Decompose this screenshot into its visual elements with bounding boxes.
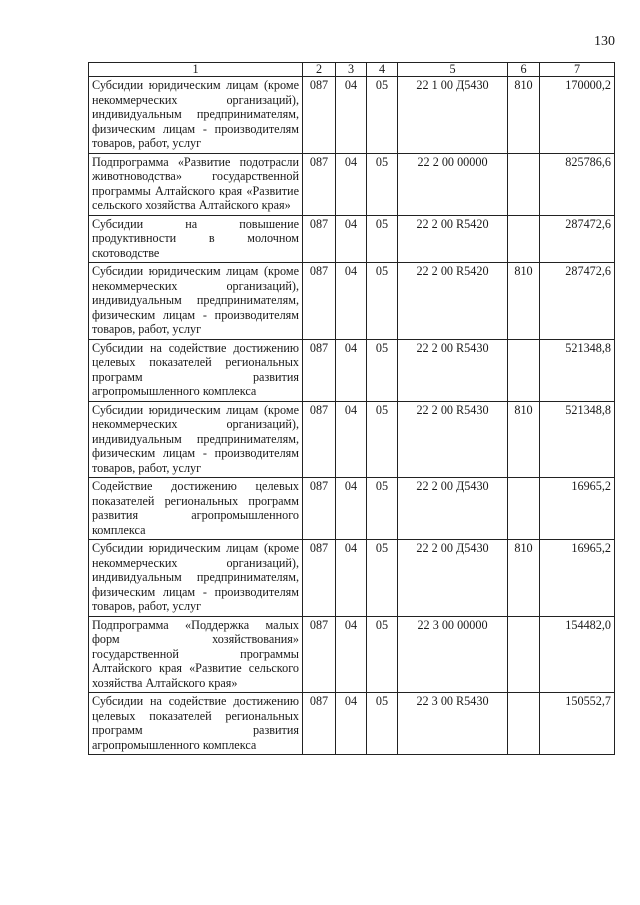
row-amount: 16965,2 xyxy=(540,540,615,617)
row-target: 22 2 00 R5420 xyxy=(398,215,508,263)
row-amount: 825786,6 xyxy=(540,153,615,215)
row-expense-type xyxy=(508,215,540,263)
row-target: 22 2 00 R5430 xyxy=(398,401,508,478)
row-ministry: 087 xyxy=(303,215,336,263)
row-name: Субсидии на содействие достижению целевых показателей региональных программ развития агропромышленного комплекса xyxy=(89,693,303,755)
row-amount: 287472,6 xyxy=(540,263,615,340)
table-row xyxy=(89,77,615,154)
row-subsection: 05 xyxy=(367,339,398,401)
row-amount: 521348,8 xyxy=(540,339,615,401)
row-subsection: 05 xyxy=(367,77,398,154)
row-section: 04 xyxy=(336,478,367,540)
row-expense-type xyxy=(508,693,540,755)
row-name: Содействие достижению целевых показателей региональных программ развития агропромышленного комплекса xyxy=(89,478,303,540)
row-expense-type xyxy=(508,616,540,693)
row-target: 22 2 00 R5420 xyxy=(398,263,508,340)
row-name: Субсидии юридическим лицам (кроме некоммерческих организаций), индивидуальным предпринимателям, физическим лицам - производителям товаров, работ, услуг xyxy=(89,77,303,154)
row-amount: 521348,8 xyxy=(540,401,615,478)
row-ministry: 087 xyxy=(303,77,336,154)
table-row xyxy=(89,153,615,215)
row-target: 22 2 00 Д5430 xyxy=(398,540,508,617)
column-header-3: 3 xyxy=(336,63,367,77)
row-subsection: 05 xyxy=(367,540,398,617)
column-header-4: 4 xyxy=(367,63,398,77)
row-expense-type: 810 xyxy=(508,401,540,478)
row-ministry: 087 xyxy=(303,401,336,478)
row-expense-type xyxy=(508,153,540,215)
row-subsection: 05 xyxy=(367,616,398,693)
row-name: Субсидии юридическим лицам (кроме некоммерческих организаций), индивидуальным предпринимателям, физическим лицам - производителям товаров, работ, услуг xyxy=(89,540,303,617)
row-subsection: 05 xyxy=(367,153,398,215)
page-number: 130 xyxy=(594,34,615,49)
row-section: 04 xyxy=(336,616,367,693)
row-target: 22 3 00 00000 xyxy=(398,616,508,693)
row-subsection: 05 xyxy=(367,693,398,755)
header-row xyxy=(89,63,615,77)
row-expense-type xyxy=(508,478,540,540)
row-name: Субсидии юридическим лицам (кроме некоммерческих организаций), индивидуальным предпринимателям, физическим лицам - производителям товаров, работ, услуг xyxy=(89,401,303,478)
row-subsection: 05 xyxy=(367,478,398,540)
table-row xyxy=(89,616,615,693)
row-subsection: 05 xyxy=(367,401,398,478)
table-row xyxy=(89,339,615,401)
row-section: 04 xyxy=(336,693,367,755)
row-section: 04 xyxy=(336,153,367,215)
row-amount: 150552,7 xyxy=(540,693,615,755)
row-amount: 16965,2 xyxy=(540,478,615,540)
column-header-1: 1 xyxy=(89,63,303,77)
table-row xyxy=(89,540,615,617)
row-expense-type: 810 xyxy=(508,263,540,340)
row-amount: 170000,2 xyxy=(540,77,615,154)
row-section: 04 xyxy=(336,339,367,401)
table-row xyxy=(89,478,615,540)
row-amount: 287472,6 xyxy=(540,215,615,263)
column-header-7: 7 xyxy=(540,63,615,77)
column-header-5: 5 xyxy=(398,63,508,77)
table-row xyxy=(89,215,615,263)
row-section: 04 xyxy=(336,77,367,154)
row-section: 04 xyxy=(336,263,367,340)
row-target: 22 2 00 R5430 xyxy=(398,339,508,401)
table-row xyxy=(89,263,615,340)
row-subsection: 05 xyxy=(367,215,398,263)
row-ministry: 087 xyxy=(303,693,336,755)
row-amount: 154482,0 xyxy=(540,616,615,693)
row-ministry: 087 xyxy=(303,616,336,693)
budget-table xyxy=(88,62,615,755)
row-section: 04 xyxy=(336,540,367,617)
row-target: 22 2 00 00000 xyxy=(398,153,508,215)
row-name: Субсидии юридическим лицам (кроме некоммерческих организаций), индивидуальным предпринимателям, физическим лицам - производителям товаров, работ, услуг xyxy=(89,263,303,340)
row-target: 22 1 00 Д5430 xyxy=(398,77,508,154)
table-row xyxy=(89,693,615,755)
row-ministry: 087 xyxy=(303,339,336,401)
row-target: 22 2 00 Д5430 xyxy=(398,478,508,540)
row-expense-type: 810 xyxy=(508,540,540,617)
row-name: Подпрограмма «Поддержка малых форм хозяйствования» государственной программы Алтайского края «Развитие сельского хозяйства Алтайского края» xyxy=(89,616,303,693)
row-name: Субсидии на повышение продуктивности в молочном скотоводстве xyxy=(89,215,303,263)
table-row xyxy=(89,401,615,478)
row-subsection: 05 xyxy=(367,263,398,340)
column-header-2: 2 xyxy=(303,63,336,77)
row-ministry: 087 xyxy=(303,263,336,340)
row-name: Субсидии на содействие достижению целевых показателей региональных программ развития агропромышленного комплекса xyxy=(89,339,303,401)
row-expense-type: 810 xyxy=(508,77,540,154)
column-header-6: 6 xyxy=(508,63,540,77)
row-section: 04 xyxy=(336,401,367,478)
row-ministry: 087 xyxy=(303,540,336,617)
row-ministry: 087 xyxy=(303,478,336,540)
row-section: 04 xyxy=(336,215,367,263)
row-ministry: 087 xyxy=(303,153,336,215)
row-target: 22 3 00 R5430 xyxy=(398,693,508,755)
row-expense-type xyxy=(508,339,540,401)
row-name: Подпрограмма «Развитие подотрасли животноводства» государственной программы Алтайского края «Развитие сельского хозяйства Алтайского края» xyxy=(89,153,303,215)
